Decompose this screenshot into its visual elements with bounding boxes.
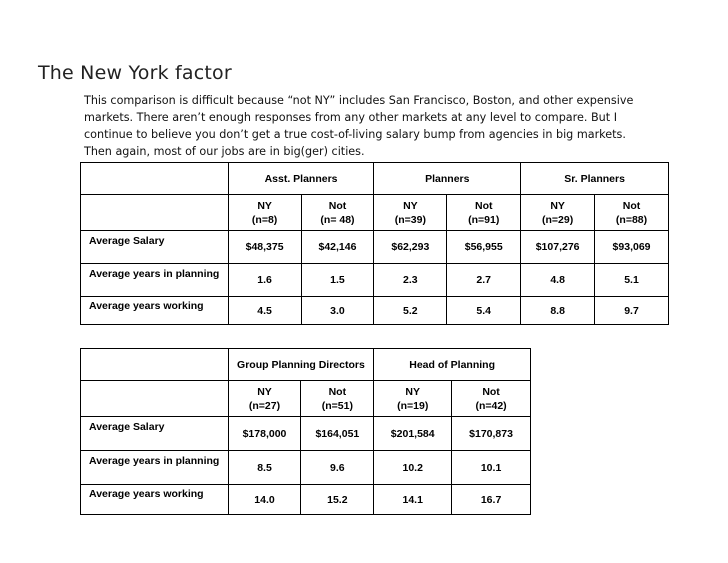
column-count: (n=39) — [394, 213, 426, 226]
group-header: Group Planning Directors — [228, 349, 374, 381]
column-count: (n=27) — [248, 399, 281, 412]
column-header — [452, 381, 531, 417]
table-cell: $42,146 — [301, 231, 374, 264]
column-market: NY — [550, 199, 565, 212]
table-cell: 9.7 — [595, 297, 669, 325]
column-market: Not — [328, 385, 347, 398]
table-cell: 2.3 — [374, 264, 447, 297]
column-header — [447, 195, 521, 231]
column-market: NY — [405, 385, 420, 398]
column-market: Not — [622, 199, 641, 212]
table-cell: 8.5 — [228, 451, 301, 485]
column-count: (n=19) — [397, 399, 429, 412]
table-cell: 8.8 — [521, 297, 595, 325]
column-count: (n= 48) — [320, 213, 355, 226]
column-count: (n=51) — [321, 399, 353, 412]
row-label: Average years in planning — [81, 264, 229, 297]
table-cell: $178,000 — [228, 417, 301, 451]
table-cell: 5.1 — [595, 264, 669, 297]
column-header — [301, 195, 374, 231]
group-header: Planners — [374, 163, 521, 195]
table-cell: $170,873 — [452, 417, 531, 451]
column-count: (n=29) — [542, 213, 574, 226]
table-row — [81, 485, 531, 515]
group-header: Head of Planning — [374, 349, 531, 381]
row-label: Average Salary — [81, 417, 229, 451]
intro-line: Then again, most of our jobs are in big(ger) cities. — [84, 145, 365, 158]
table-row — [81, 417, 531, 451]
row-label: Average Salary — [81, 231, 229, 264]
table-row — [81, 451, 531, 485]
column-market: NY — [403, 199, 418, 212]
column-header — [374, 195, 447, 231]
group-header: Asst. Planners — [228, 163, 374, 195]
intro-line: This comparison is difficult because “not NY” includes San Francisco, Boston, and other expensive — [84, 94, 634, 107]
table-cell: 9.6 — [301, 451, 374, 485]
column-header — [228, 195, 301, 231]
table-cell: $93,069 — [595, 231, 669, 264]
table-cell: 10.2 — [374, 451, 452, 485]
table-cell: 1.5 — [301, 264, 374, 297]
column-header — [595, 195, 669, 231]
group-header: Sr. Planners — [521, 163, 669, 195]
table-row — [81, 297, 669, 325]
table-cell: 1.6 — [228, 264, 301, 297]
column-header — [228, 381, 301, 417]
blank-cell — [81, 381, 229, 417]
corner-cell — [81, 349, 229, 381]
salary-table-directors — [80, 348, 531, 515]
table-cell: $56,955 — [447, 231, 521, 264]
table-cell: $164,051 — [301, 417, 374, 451]
table-cell: 16.7 — [452, 485, 531, 515]
table-cell: $62,293 — [374, 231, 447, 264]
salary-table-planners — [80, 162, 669, 325]
column-market: Not — [482, 385, 500, 398]
table-row — [81, 264, 669, 297]
column-market: Not — [474, 199, 493, 212]
corner-cell — [81, 163, 229, 195]
table-cell: 5.2 — [374, 297, 447, 325]
table-cell: 4.8 — [521, 264, 595, 297]
intro-paragraph — [84, 92, 684, 160]
blank-cell — [81, 195, 229, 231]
column-count: (n=8) — [251, 213, 278, 226]
table-cell: $107,276 — [521, 231, 595, 264]
table-row — [81, 231, 669, 264]
table-cell: 4.5 — [228, 297, 301, 325]
table-cell: 2.7 — [447, 264, 521, 297]
column-market: Not — [328, 199, 347, 212]
column-count: (n=91) — [468, 213, 500, 226]
column-count: (n=42) — [475, 399, 507, 412]
column-market: NY — [257, 385, 272, 398]
table-cell: 15.2 — [301, 485, 374, 515]
intro-line: continue to believe you don’t get a true cost-of-living salary bump from agencies in big markets. — [84, 128, 626, 141]
table-cell: 3.0 — [301, 297, 374, 325]
table-cell: 14.0 — [228, 485, 301, 515]
column-market: NY — [257, 199, 272, 212]
column-header — [521, 195, 595, 231]
column-header — [301, 381, 374, 417]
page-title: The New York factor — [38, 62, 232, 84]
row-label: Average years working — [81, 297, 229, 325]
row-label: Average years in planning — [81, 451, 229, 485]
column-header — [374, 381, 452, 417]
table-cell: $48,375 — [228, 231, 301, 264]
table-cell: 14.1 — [374, 485, 452, 515]
table-cell: 10.1 — [452, 451, 531, 485]
row-label: Average years working — [81, 485, 229, 515]
intro-line: markets. There aren’t enough responses from any other markets at any level to compare. But I — [84, 111, 618, 124]
table-cell: 5.4 — [447, 297, 521, 325]
column-count: (n=88) — [615, 213, 648, 226]
table-cell: $201,584 — [374, 417, 452, 451]
